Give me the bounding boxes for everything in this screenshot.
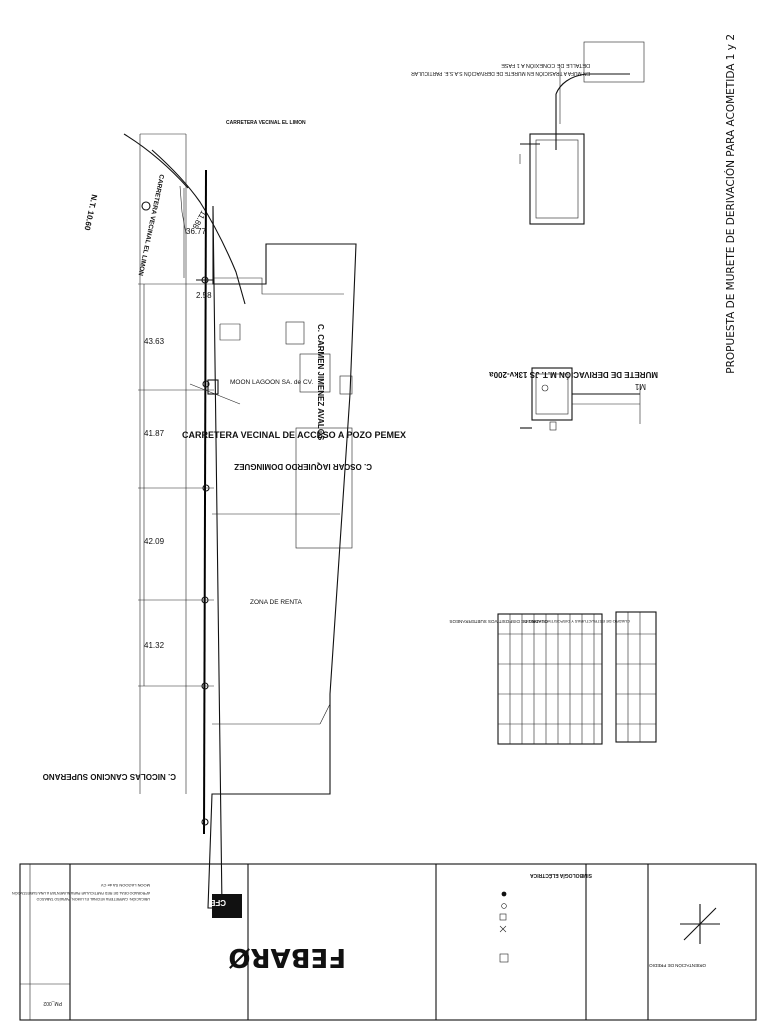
dim-42-09: 42.09 [144, 537, 165, 546]
detail-note-1: DETALLE DE CONEXIÓN A 1 FASE [501, 62, 590, 68]
small-building-1 [220, 324, 240, 340]
property-boundary [208, 206, 356, 908]
table-aerial-title: CUADRO DE ESTRUCTURAS Y DISPOSITIVOS AEREOS [524, 619, 630, 624]
febaro-logo: FEBARØ [228, 942, 346, 972]
cfe-logo: CFE [210, 898, 226, 907]
murete-title: MURETE DE DERIVACIÓN M.T. JS 13kv-200a [489, 370, 658, 379]
dim-41-32: 41.32 [144, 641, 165, 650]
sheet-number: PM_002 [43, 1000, 62, 1006]
level-marker-icon [142, 202, 150, 210]
neighbor-oscar: C. OSCAR IAQUIERDO DOMINGUEZ [234, 462, 372, 471]
orientation-label: ORIENTACIÓN DE PREDIO [649, 963, 706, 968]
dim-11-88: 11.88 [190, 209, 209, 231]
site-plan [43, 120, 406, 908]
lot-divider-3 [320, 704, 330, 724]
symbol-pole-projected-icon [502, 904, 507, 909]
detail-note-2: EN MUFA A TRASICIÓN EN MURETE DE DERIVACIÓN S.A.S.E. PARTICULAR [411, 70, 590, 76]
zone-label: ZONA DE RENTA [250, 599, 302, 606]
road-el-limon-label: CARRETERA VECINAL EL LIMON [136, 173, 165, 277]
road-main-label: CARRETERA VECINAL DE ACCESO A POZO PEMEX [182, 430, 407, 440]
table-aerial [524, 612, 656, 742]
detail-murete [489, 368, 658, 430]
project-location: UBICACIÓN: CARRETERA VECINAL EL LIMON, PARAÍSO TABASCO [36, 897, 150, 901]
detail-box-1-inner [536, 140, 578, 218]
nt-level-label: N.T. 10.60 [82, 193, 99, 232]
client-name: MOON LAGOON SA de CV [100, 883, 150, 888]
neighbor-lot-1 [214, 278, 344, 294]
murete-label: M1 [634, 382, 646, 391]
road-el-limon-label-2: CARRETERA VECINAL EL LIMON [226, 120, 306, 126]
sheet-title: PROPUESTA DE MURETE DE DERIVACIÓN PARA ACOMETIDA 1 y 2 [725, 34, 737, 374]
dim-41-87: 41.87 [144, 429, 165, 438]
table-underground-title: CUADRO DE DISPOSITIVOS SUBTERRANEOS [449, 619, 548, 624]
dim-2-58: 2.58 [196, 291, 212, 300]
project-desc: APROBADO DEAL DE RED PARTICULAR PARA ALIMENTAR A UNA SUBESTACIÓN [12, 891, 150, 895]
symbol-cross-icon [500, 926, 506, 932]
table-underground [449, 614, 602, 744]
symbol-transformer-icon [500, 954, 508, 962]
detail-box-1 [530, 134, 584, 224]
power-line [204, 170, 206, 834]
north-arrow-icon [680, 904, 720, 944]
owner-label: MOON LAGOON SA. de CV. [230, 379, 314, 386]
neighbor-nicolas: C. NICOLAS CANCINO SUPERANO [42, 772, 176, 781]
small-building-2 [286, 322, 304, 344]
dim-43-63: 43.63 [144, 337, 165, 346]
symbol-pole-icon [502, 892, 507, 897]
road-el-limon-edge-2 [124, 134, 188, 188]
detail-connection [411, 42, 644, 224]
dim-36-77: 36.77 [186, 227, 207, 236]
symbology-title: SIMBOLOGÍA ELÉCTRICA [529, 872, 592, 878]
neighbor-carmen: C. CARMEN JIMENEZ AVALOS [316, 324, 325, 441]
title-block [12, 864, 756, 1020]
symbol-box-icon [500, 914, 506, 920]
